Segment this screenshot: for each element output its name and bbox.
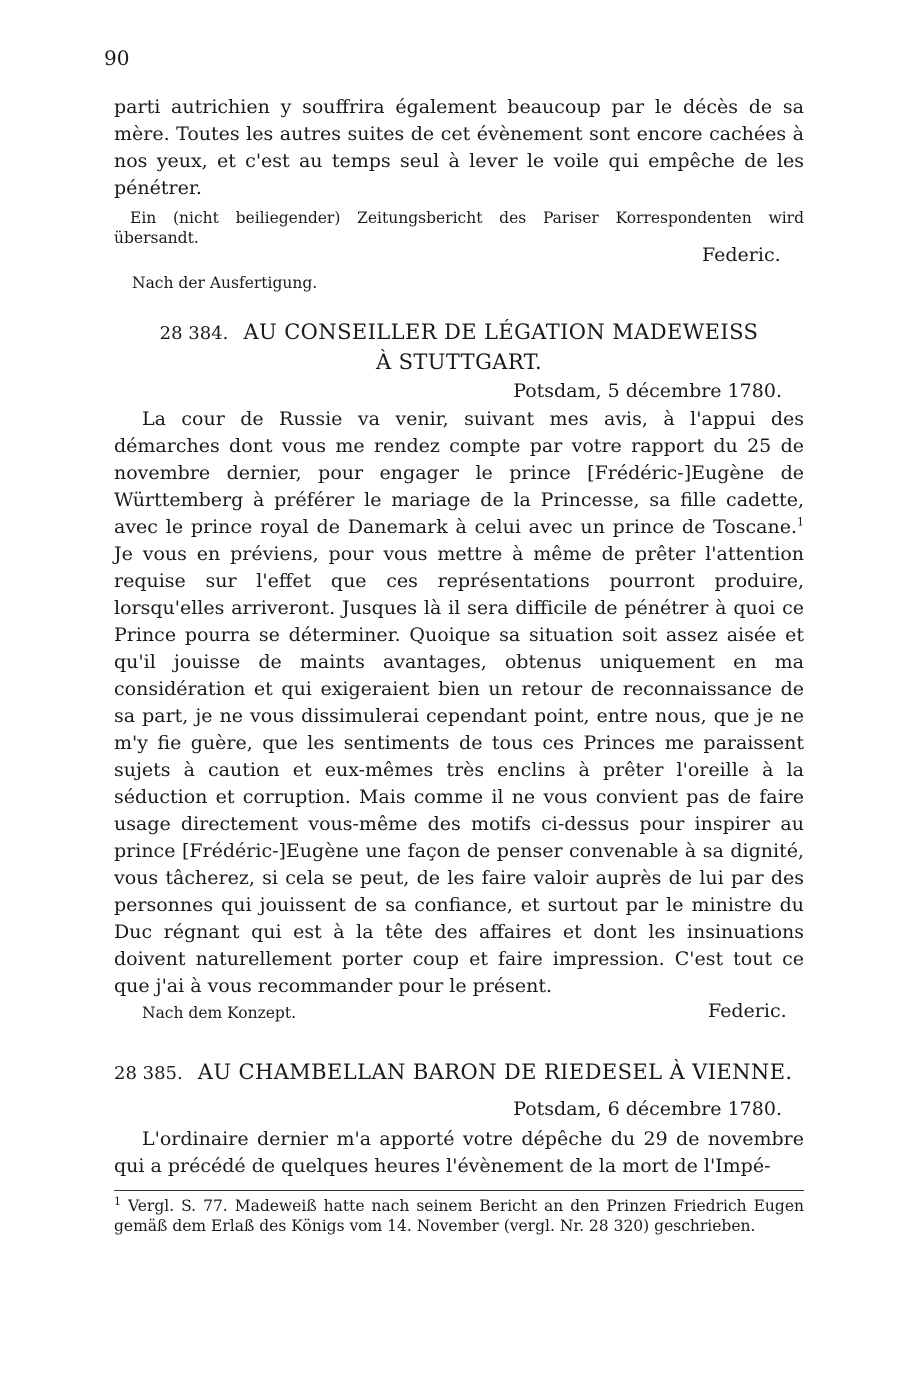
letter1-body-block [114, 406, 804, 1000]
footnote-marker: 1 [114, 1194, 121, 1208]
letter1-body [114, 406, 804, 1000]
intro-paragraph: parti autrichien y souffrira également beaucoup par le décès de sa mère. Toutes les autres suites de cet évènement sont encore cachées à nos yeux, et c'est au temps seul à lever le voile qui empêche de les pénétrer. [114, 96, 804, 199]
letter1-signature: Federic. [708, 1000, 787, 1022]
letter1-dateline: Potsdam, 5 décembre 1780. [513, 380, 782, 402]
letter2-dateline: Potsdam, 6 décembre 1780. [513, 1098, 782, 1120]
letter2-body: L'ordinaire dernier m'a apporté votre dépêche du 29 de novembre qui a précédé de quelques heures l'évènement de la mort de l'Impé- [114, 1128, 804, 1177]
letter1-number: 28 384. [159, 323, 229, 344]
page-number: 90 [104, 46, 130, 70]
letter1-body-text: La cour de Russie va venir, suivant mes avis, à l'appui des démarches dont vous me rendez compte par votre rapport du 25 de novembre dernier, pour engager le prince [Frédéric-]Eugène de Württemberg à préférer le mariage de la Princesse, sa fille cadette, avec le prince royal de Danemark à celui avec un prince de Toscane. [114, 408, 804, 538]
letter1-body-continued: Je vous en préviens, pour vous mettre à même de prêter l'attention requise sur l'effet que ces représentations pourront produire, lorsqu'elles arriveront. Jusques là il sera difficile de pénétrer à quoi ce Prince pourra se déterminer. Quoique sa situation soit assez aisée et qu'il jouisse de maints avantages, obtenus uniquement en ma considération et qui exigeraient bien un retour de reconnaissance de sa part, je ne vous dissimulerai cependant point, entre nous, que je ne m'y fie guère, que les sentiments de tous ces Princes me paraissent sujets à caution et eux-mêmes très enclins à prêter l'oreille à la séduction et corruption. Mais comme il ne vous convient pas de faire usage directement vous-même des motifs ci-dessus pour inspirer au prince [Frédéric-]Eugène une façon de penser convenable à sa dignité, vous tâcherez, si cela se peut, de les faire valoir auprès de lui par des personnes qui jouissent de sa confiance, et surtout par le ministre du Duc régnant qui est à la tête des affaires et dont les insinuations doivent naturellement porter coup et faire impression. C'est tout ce que j'ai à vous recommander pour le présent. [114, 543, 804, 997]
intro-section [114, 94, 804, 248]
footnote-text: Vergl. S. 77. Madeweiß hatte nach seinem Bericht an den Prinzen Friedrich Eugen gemäß dem Erlaß des Königs vom 14. November (vergl. Nr. 28 320) geschrieben. [114, 1197, 804, 1235]
letter1-heading [114, 318, 804, 377]
footnote-reference: 1 [797, 515, 804, 529]
intro-note: Ein (nicht beiliegender) Zeitungsbericht des Pariser Korrespondenten wird übersandt. [114, 209, 804, 247]
intro-signature: Federic. [702, 244, 781, 266]
letter2-body-block [114, 1126, 804, 1180]
letter2-title: AU CHAMBELLAN BARON DE RIEDESEL À VIENNE. [197, 1060, 793, 1084]
footnote [114, 1196, 804, 1236]
letter1-title-line1: AU CONSEILLER DE LÉGATION MADEWEISS [243, 320, 759, 344]
footnote-divider [114, 1190, 804, 1191]
letter1-source: Nach dem Konzept. [142, 1004, 297, 1022]
letter2-heading [114, 1058, 804, 1088]
letter1-title-line2: À STUTTGART. [375, 350, 543, 374]
letter2-number: 28 385. [114, 1063, 183, 1084]
intro-source: Nach der Ausfertigung. [132, 274, 318, 292]
